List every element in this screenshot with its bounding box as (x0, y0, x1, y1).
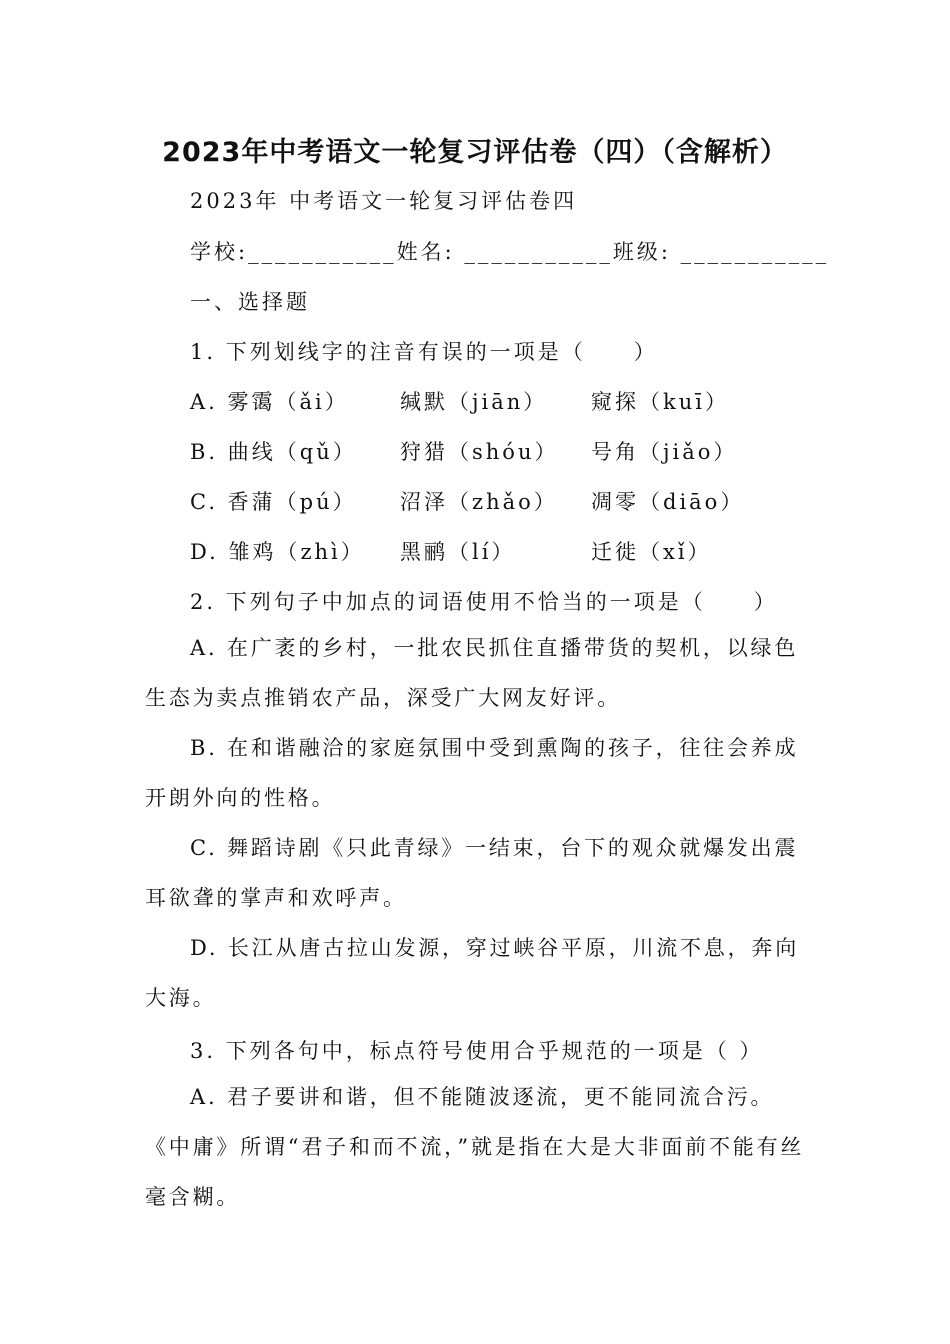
q1-option-c-word-2: 沼泽（zhǎo） (400, 490, 558, 514)
student-info-line: 学校:___________姓名: ___________班级: ___________ (190, 240, 830, 264)
q3-option-a: A. 君子要讲和谐，但不能随波逐流，更不能同流合污。《中庸》所谓“君子和而不流，”就是指在大是大非面前不能有丝毫含糊。 (145, 1085, 805, 1209)
question-1-stem: 1. 下列划线字的注音有误的一项是（ ） (190, 340, 658, 364)
question-2-stem: 2. 下列句子中加点的词语使用不恰当的一项是（ ） (190, 590, 778, 614)
q1-option-d-word-3: 迁徙（xǐ） (591, 540, 712, 564)
q1-option-a-word-1: A. 雾霭（ǎi） (190, 390, 349, 414)
q1-option-d-word-1: D. 雏鸡（zhì） (190, 540, 365, 564)
q1-option-a-word-2: 缄默（jiān） (400, 390, 548, 414)
q1-option-c-word-1: C. 香蒲（pú） (190, 490, 357, 514)
q2-option-d: D. 长江从唐古拉山发源，穿过峡谷平原，川流不息，奔向大海。 (145, 936, 800, 1010)
q1-option-c-word-3: 凋零（diāo） (591, 490, 745, 514)
q2-option-a: A. 在广袤的乡村，一批农民抓住直播带货的契机，以绿色生态为卖点推销农产品，深受广大网友好评。 (145, 636, 799, 710)
q1-option-b-word-2: 狩猎（shóu） (400, 440, 559, 464)
q1-option-d-word-2: 黑鹂（lí） (400, 540, 516, 564)
question-3-stem: 3. 下列各句中，标点符号使用合乎规范的一项是（ ） (190, 1039, 764, 1063)
q2-option-b: B. 在和谐融洽的家庭氛围中受到熏陶的孩子，往往会养成开朗外向的性格。 (145, 736, 799, 810)
q1-option-b-word-3: 号角（jiǎo） (591, 440, 738, 464)
q1-option-b-word-1: B. 曲线（qǔ） (190, 440, 357, 464)
q1-option-a-word-3: 窥探（kuī） (591, 390, 729, 414)
document-subtitle: 2023年 中考语文一轮复习评估卷四 (190, 189, 578, 213)
q2-option-c: C. 舞蹈诗剧《只此青绿》一结束，台下的观众就爆发出震耳欲聋的掌声和欢呼声。 (145, 836, 799, 910)
document-title: 2023年中考语文一轮复习评估卷（四）（含解析） (162, 137, 788, 168)
section-heading: 一、选择题 (190, 290, 310, 314)
